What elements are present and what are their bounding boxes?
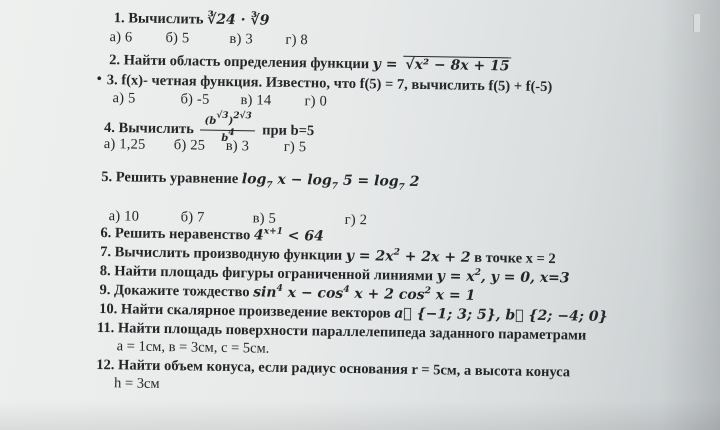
q7-text: Вычислить производную функции — [114, 244, 343, 264]
q11-params-text: а = 1см, в = 3см, с = 5см. — [116, 338, 270, 357]
q1-dot: · — [240, 12, 246, 29]
q4-answers — [104, 136, 307, 155]
q1-answer-d: г) 8 — [285, 31, 309, 49]
q3-answer-b: б) -5 — [180, 91, 210, 108]
q9-cos2: x + 2 cos — [354, 286, 425, 304]
q3-bullet-mark: • — [96, 71, 102, 88]
q10-text: Найти скалярное произведение векторов — [120, 301, 391, 322]
q1-math — [207, 12, 270, 29]
q9-sin-exp: 4 — [276, 283, 283, 294]
q10-vector-a: a⃗ — [394, 305, 412, 322]
q9-math — [253, 284, 475, 303]
q1-text: Вычислить — [128, 10, 204, 28]
q6-math — [254, 227, 324, 244]
q9-sin: sin — [253, 284, 277, 301]
q9-number: 9. — [99, 281, 111, 299]
q10-vector-b: b⃗ — [505, 307, 524, 324]
q3-answer-a: а) 5 — [112, 90, 136, 107]
q1-answer-b: б) 5 — [165, 30, 190, 47]
q1-cuberoot-9: ∛9 — [250, 12, 270, 29]
q9-text: Докажите тождество — [113, 282, 250, 301]
q4-num-base: (b — [204, 115, 217, 127]
q5-log2-base: 7 — [331, 181, 338, 192]
q4-den-exp: 4 — [228, 128, 235, 139]
q12-text: Найти объем конуса, если радиус основания r = 5см, а высота конуса — [117, 357, 571, 381]
q4-suffix: при b=5 — [262, 122, 315, 140]
q6-base: 4 — [253, 227, 264, 244]
page-bottom-shadow — [0, 400, 720, 430]
q4-answer-d: г) 5 — [283, 138, 307, 156]
q4-answer-c: в) 3 — [225, 137, 250, 155]
q1-number: 1. — [113, 10, 125, 27]
q7-exponent: 2 — [393, 247, 400, 258]
q10-vector-a-value: {−1; 3; 5}, — [416, 305, 501, 324]
q8-expr-a: y = x — [436, 268, 475, 285]
q8-exponent: 2 — [474, 267, 482, 278]
q5-number: 5. — [101, 169, 113, 186]
q9-cos: x − cos — [287, 284, 344, 302]
q5-log1-base: 7 — [266, 180, 273, 191]
q2-text: Найти область определения функции — [123, 52, 370, 73]
q7-math — [346, 248, 471, 266]
q10-math — [394, 306, 608, 325]
q8-text: Найти площадь фигуры ограниченной линиями — [114, 263, 434, 285]
q6-exponent: x+1 — [263, 226, 283, 237]
q5-text: Решить уравнение — [115, 169, 239, 188]
q11-number: 11. — [96, 319, 115, 337]
q3-number: 3. — [106, 72, 118, 89]
q5-log3-base: 7 — [398, 182, 405, 193]
q6-text: Решить неравенство — [114, 225, 251, 244]
q10-number: 10. — [99, 300, 118, 318]
q2-math — [373, 56, 512, 74]
q12-height-text: h = 3см — [113, 375, 160, 392]
q4-den-base: b — [221, 132, 229, 144]
q3-answers — [112, 90, 327, 109]
q6-number: 6. — [100, 225, 112, 242]
q4-answer-b: б) 25 — [173, 137, 206, 154]
q8-math — [437, 268, 570, 286]
q8-number: 8. — [99, 262, 111, 280]
q1-answers — [109, 29, 308, 48]
q3-answer-c: в) 14 — [240, 92, 272, 109]
q8-expr-b: , y = 0, x=3 — [480, 268, 570, 287]
page-shadow — [660, 0, 720, 430]
q5-answer-c: в) 5 — [252, 210, 277, 227]
q1-answer-c: в) 3 — [229, 31, 253, 48]
q9-rhs: x = 1 — [435, 287, 476, 304]
q5-answer-b: б) 7 — [180, 209, 205, 226]
q5-log2-arg: 5 = — [342, 172, 375, 190]
q4-text: Вычислить — [118, 120, 194, 138]
q5-log1-arg: x − — [277, 171, 308, 189]
question-6 — [100, 225, 324, 247]
q9-cos2-exp: 2 — [424, 286, 431, 297]
q5-answer-a: а) 10 — [108, 208, 140, 225]
q4-number: 4. — [103, 119, 116, 137]
q3-text: f(x)- четная функция. Известно, что f(5) = 7, вычислить f(5) + f(-5) — [121, 72, 553, 96]
q2-y-eq: y = — [372, 56, 398, 73]
q4-num-outer-exp: 2√3 — [233, 111, 252, 122]
q11-text: Найти площадь поверхности параллелепипеда заданного параметрами — [117, 320, 587, 344]
q2-number: 2. — [109, 52, 121, 69]
q9-cos-exp: 4 — [343, 284, 350, 295]
q1-answer-a: а) 6 — [109, 29, 133, 46]
q5-answer-d: г) 2 — [344, 211, 368, 229]
q4-num-close: ) — [228, 116, 234, 128]
q7-number: 7. — [100, 244, 112, 261]
q4-answer-a: а) 1,25 — [103, 136, 146, 153]
q12-height — [114, 375, 160, 392]
q5-log1: log — [241, 171, 267, 188]
q3-answer-d: г) 0 — [304, 93, 328, 110]
q5-log3: log — [373, 173, 399, 190]
q12-number: 12. — [96, 356, 115, 374]
q1-cuberoot-24: ∛24 — [207, 11, 236, 29]
q5-log3-arg: 2 — [409, 173, 420, 191]
q5-math — [241, 171, 420, 193]
q4-num-exp: √3 — [216, 110, 229, 122]
q10-vector-b-value: {2; −4; 0} — [528, 307, 608, 325]
q2-sqrt-expression: √x² − 8x + 15 — [403, 56, 511, 75]
q7-suffix: в точке x = 2 — [474, 249, 556, 268]
paper-tab — [693, 14, 700, 32]
question-1 — [114, 10, 270, 28]
q7-expr-b: + 2x + 2 — [404, 248, 471, 266]
q7-expr-a: y = 2x — [345, 247, 394, 265]
q6-rhs: < 64 — [287, 227, 324, 245]
q11-parameters — [117, 338, 270, 356]
q5-log2: log — [307, 172, 332, 189]
